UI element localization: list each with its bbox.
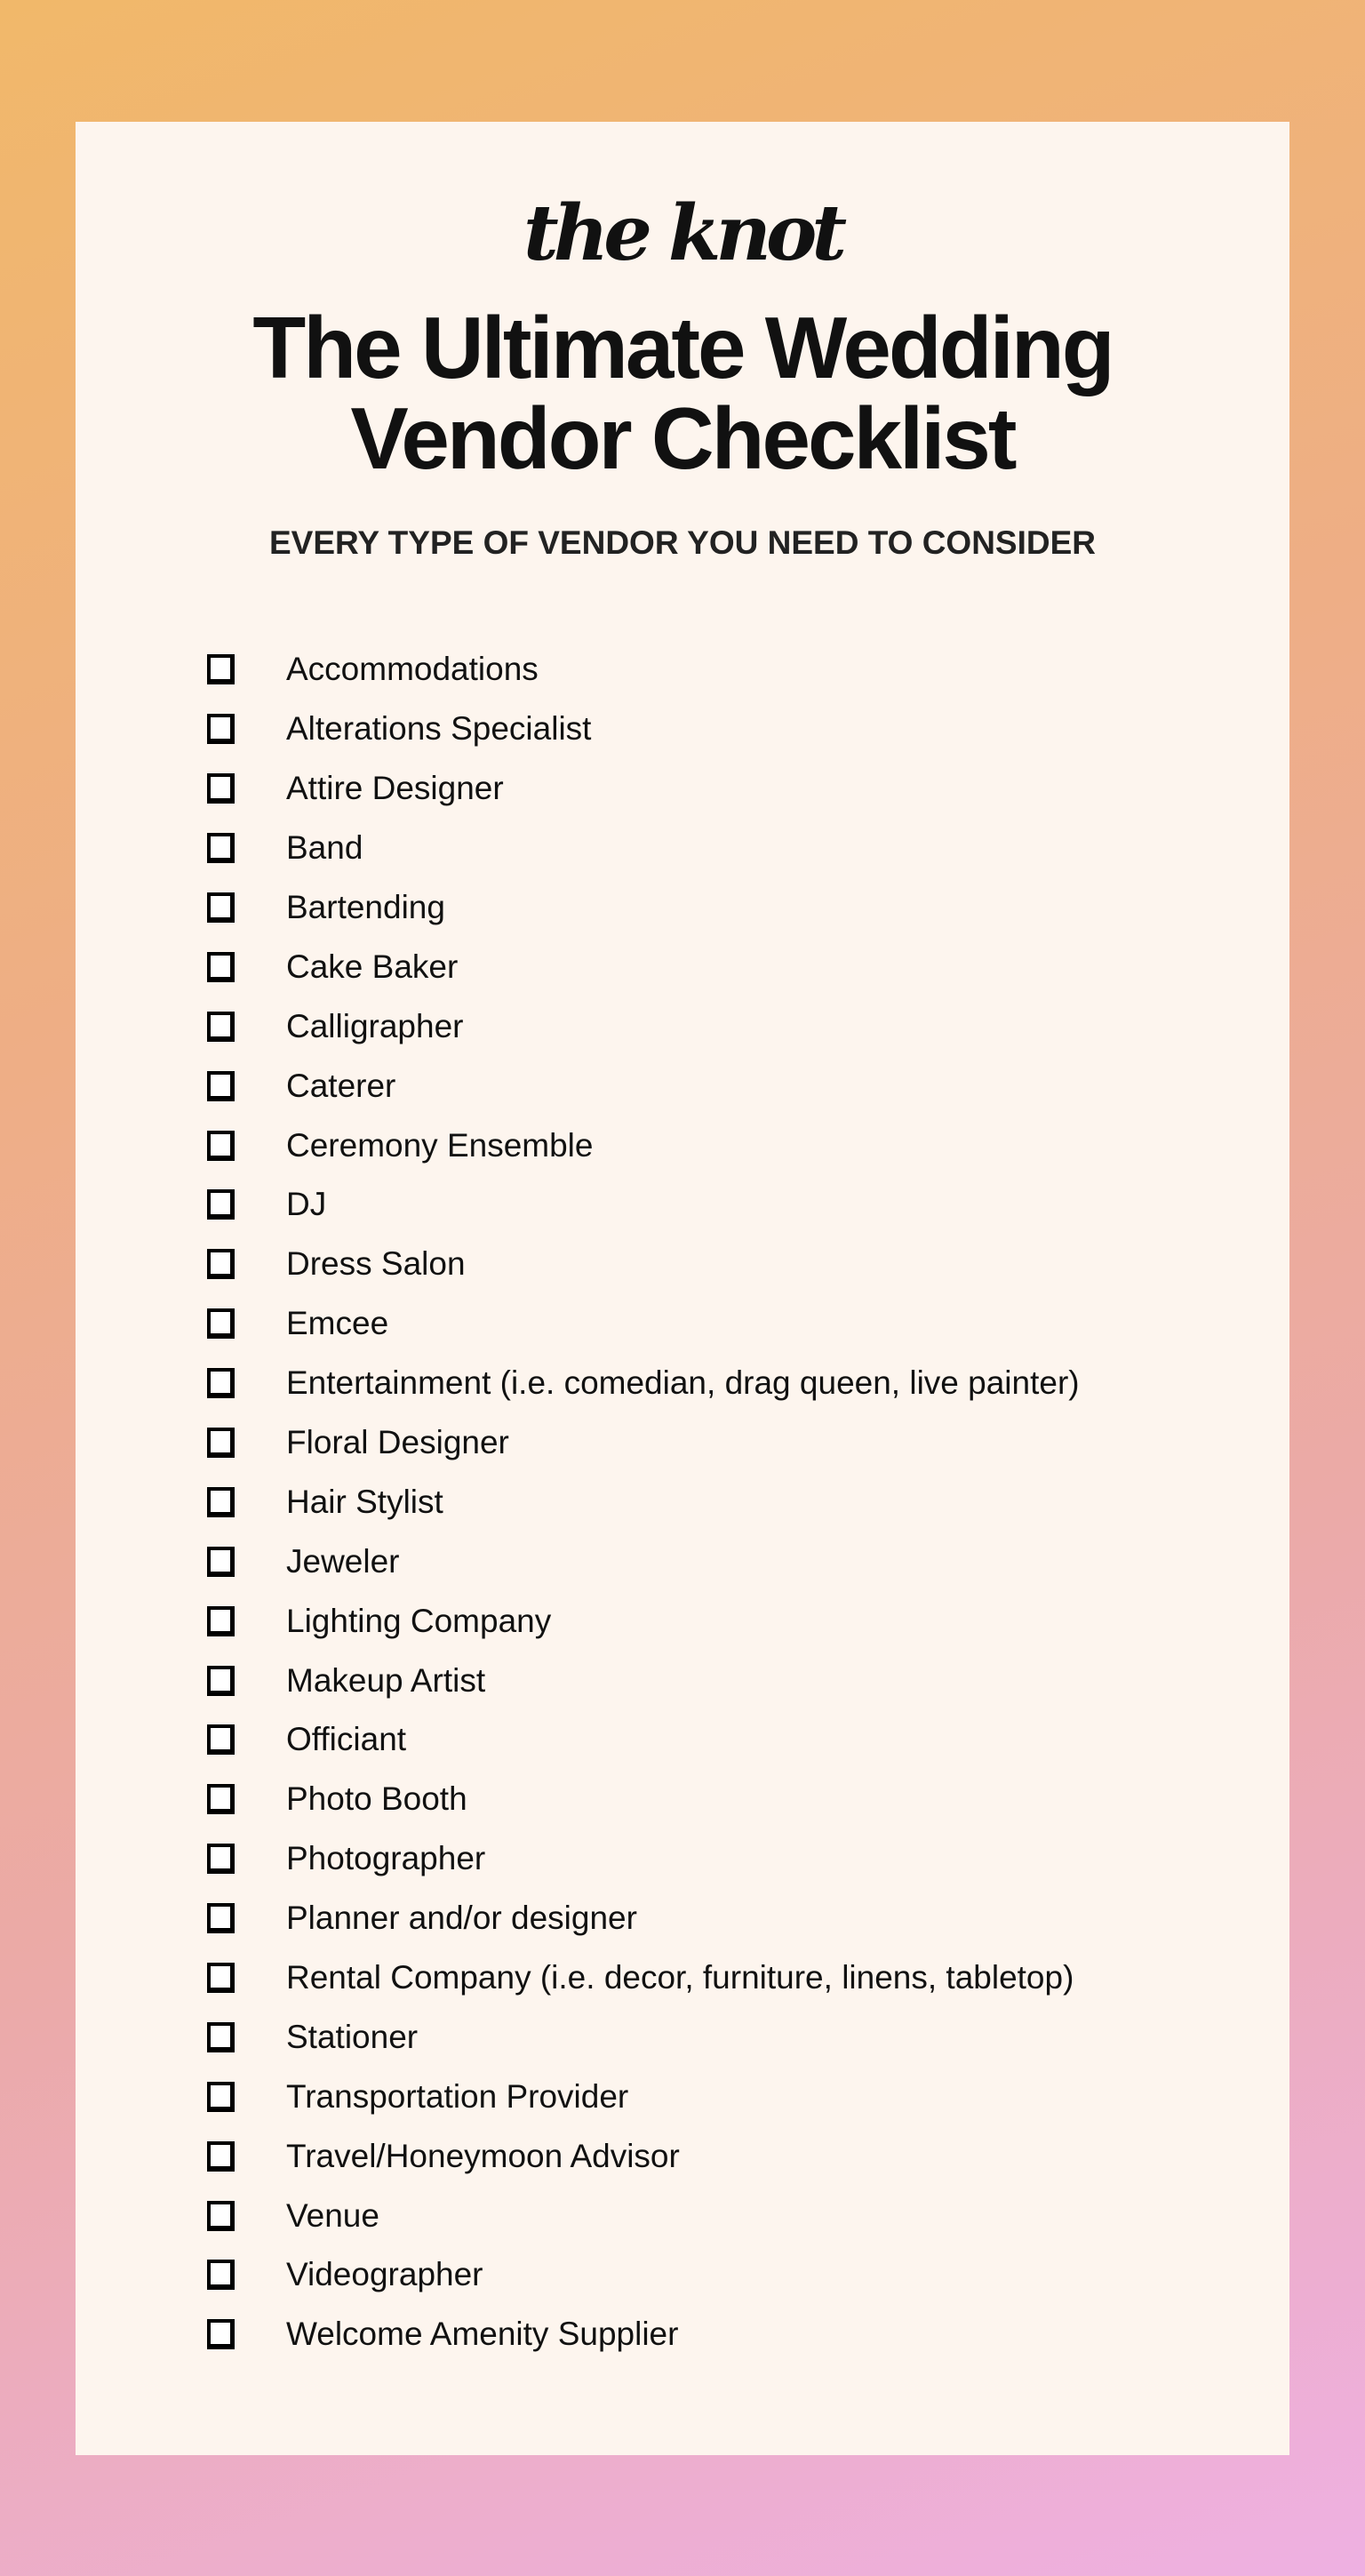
checklist-item-label: Videographer — [286, 2256, 483, 2293]
checkbox[interactable] — [207, 1606, 235, 1636]
checklist-item[interactable] — [207, 2067, 1080, 2126]
checklist-item-label: Lighting Company — [286, 1602, 552, 1639]
checkbox[interactable] — [207, 2319, 235, 2349]
checklist-item-label: Calligrapher — [286, 1007, 464, 1044]
checklist-item-label: Accommodations — [286, 651, 539, 688]
checkbox[interactable] — [207, 1547, 235, 1577]
checkbox[interactable] — [207, 1131, 235, 1161]
checkbox[interactable] — [207, 892, 235, 923]
checklist-item[interactable] — [207, 1354, 1080, 1413]
checklist-item-label: Planner and/or designer — [286, 1900, 637, 1937]
checklist-item[interactable] — [207, 1710, 1080, 1770]
checkbox[interactable] — [207, 1428, 235, 1458]
checkbox[interactable] — [207, 1903, 235, 1933]
checklist-item[interactable] — [207, 2245, 1080, 2305]
checklist-item[interactable] — [207, 1889, 1080, 1948]
checklist-item-label: Floral Designer — [286, 1424, 509, 1461]
checkbox[interactable] — [207, 2201, 235, 2231]
checkbox[interactable] — [207, 1368, 235, 1398]
checkbox[interactable] — [207, 952, 235, 982]
checklist-item[interactable] — [207, 640, 1080, 700]
checklist-item[interactable] — [207, 1532, 1080, 1591]
checkbox[interactable] — [207, 2022, 235, 2052]
checklist-item[interactable] — [207, 2007, 1080, 2067]
checklist-item-label: Bartending — [286, 889, 445, 925]
checklist-item-label: Venue — [286, 2196, 379, 2234]
checklist-item-label: Welcome Amenity Supplier — [286, 2316, 679, 2353]
checklist-item[interactable] — [207, 819, 1080, 878]
checklist-item-label: Jeweler — [286, 1542, 400, 1580]
title-line-1: The Ultimate Wedding — [252, 299, 1113, 396]
checklist-item[interactable] — [207, 759, 1080, 819]
checkbox[interactable] — [207, 1012, 235, 1042]
checkbox[interactable] — [207, 773, 235, 804]
checkbox[interactable] — [207, 2082, 235, 2112]
checklist-item-label: Stationer — [286, 2018, 419, 2055]
checklist-item[interactable] — [207, 1591, 1080, 1651]
checklist-item-label: Cake Baker — [286, 948, 459, 985]
checklist-item[interactable] — [207, 1116, 1080, 1175]
checklist-item-label: Photo Booth — [286, 1780, 467, 1818]
checklist-item[interactable] — [207, 1770, 1080, 1829]
checklist-item-label: Transportation Provider — [286, 2077, 629, 2115]
checkbox[interactable] — [207, 1308, 235, 1339]
checkbox[interactable] — [207, 1189, 235, 1220]
checkbox[interactable] — [207, 1784, 235, 1814]
checkbox[interactable] — [207, 1487, 235, 1517]
vendor-checklist — [207, 640, 1080, 2364]
checklist-item-label: Officiant — [286, 1721, 407, 1758]
checklist-item-label: Attire Designer — [286, 770, 504, 807]
checklist-item-label: Makeup Artist — [286, 1661, 486, 1699]
subtitle: EVERY TYPE OF VENDOR YOU NEED TO CONSIDER — [269, 524, 1096, 561]
title-line-2: Vendor Checklist — [350, 389, 1015, 487]
checklist-item-label: Entertainment (i.e. comedian, drag queen, live painter) — [286, 1364, 1080, 1402]
checklist-item-label: Dress Salon — [286, 1245, 466, 1283]
checklist-item-label: Band — [286, 829, 363, 867]
checklist-item[interactable] — [207, 1235, 1080, 1294]
checkbox[interactable] — [207, 1249, 235, 1279]
checkbox[interactable] — [207, 833, 235, 863]
checkbox[interactable] — [207, 1844, 235, 1874]
checklist-item[interactable] — [207, 878, 1080, 938]
checklist-item[interactable] — [207, 937, 1080, 996]
checklist-item-label: Emcee — [286, 1305, 389, 1342]
checklist-item[interactable] — [207, 1175, 1080, 1235]
checklist-item[interactable] — [207, 1829, 1080, 1889]
checklist-item-label: Hair Stylist — [286, 1483, 443, 1520]
page-title — [0, 299, 1365, 487]
checklist-item-label: Caterer — [286, 1067, 396, 1104]
checklist-item-label: DJ — [286, 1186, 327, 1223]
checklist-item-label: Travel/Honeymoon Advisor — [286, 2137, 680, 2174]
checkbox[interactable] — [207, 1963, 235, 1993]
checklist-item[interactable] — [207, 2186, 1080, 2245]
checklist-item-label: Ceremony Ensemble — [286, 1126, 594, 1164]
checklist-item[interactable] — [207, 1294, 1080, 1354]
checkbox[interactable] — [207, 1071, 235, 1101]
checklist-item[interactable] — [207, 1651, 1080, 1710]
checkbox[interactable] — [207, 2141, 235, 2172]
checkbox[interactable] — [207, 1666, 235, 1696]
checklist-item[interactable] — [207, 2305, 1080, 2364]
checkbox[interactable] — [207, 2260, 235, 2290]
checklist-item[interactable] — [207, 996, 1080, 1056]
checklist-item[interactable] — [207, 1413, 1080, 1473]
checklist-item-label: Photographer — [286, 1840, 486, 1877]
the-knot-logo: the knot — [523, 188, 842, 278]
checklist-item[interactable] — [207, 2126, 1080, 2186]
checklist-item-label: Rental Company (i.e. decor, furniture, linens, tabletop) — [286, 1959, 1074, 1996]
checklist-item[interactable] — [207, 700, 1080, 759]
checklist-item[interactable] — [207, 1056, 1080, 1116]
checkbox[interactable] — [207, 1724, 235, 1755]
checklist-item-label: Alterations Specialist — [286, 710, 592, 748]
checkbox[interactable] — [207, 654, 235, 684]
checklist-item[interactable] — [207, 1472, 1080, 1532]
checklist-item[interactable] — [207, 1948, 1080, 2008]
checkbox[interactable] — [207, 714, 235, 744]
